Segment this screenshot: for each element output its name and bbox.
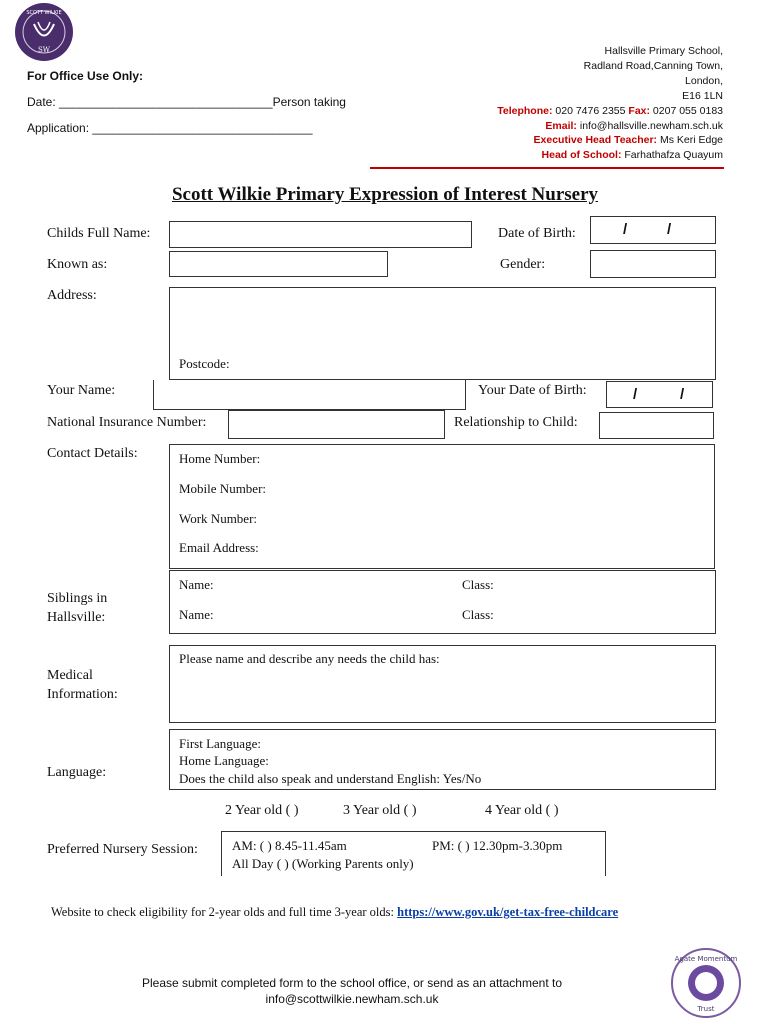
school-logo <box>14 2 74 62</box>
age-2-option[interactable]: 2 Year old ( ) <box>225 803 299 818</box>
logo-monogram: SW <box>38 46 50 54</box>
siblings-box <box>169 570 716 634</box>
preferred-session-label: Preferred Nursery Session: <box>47 842 198 857</box>
date-of-birth-label: Date of Birth: <box>498 226 576 241</box>
your-dob-slash-2: / <box>680 386 685 403</box>
footer-line1: Please submit completed form to the school office, or send as an attachment to <box>141 976 562 990</box>
office-date-line: Date: ________________________________Person taking <box>27 95 346 109</box>
head-school-label: Head of School: <box>541 149 622 161</box>
work-number-label[interactable]: Work Number: <box>179 511 258 526</box>
office-use-heading: For Office Use Only: <box>27 69 144 83</box>
email-value: info@hallsville.newham.sch.uk <box>579 120 723 132</box>
header-divider <box>370 167 724 169</box>
known-as-input[interactable] <box>169 251 388 277</box>
website-line <box>51 905 618 920</box>
gender-input[interactable] <box>590 250 716 278</box>
address-label: Address: <box>47 288 97 303</box>
siblings-label-line1: Siblings in <box>47 591 108 606</box>
ni-number-label: National Insurance Number: <box>47 415 207 430</box>
all-day-session-option[interactable]: All Day ( ) (Working Parents only) <box>232 856 414 871</box>
form-title: Scott Wilkie Primary Expression of Interest Nursery <box>171 184 599 205</box>
language-label: Language: <box>47 765 107 780</box>
telephone-value: 020 7476 2355 <box>555 105 626 117</box>
your-dob-slash-1: / <box>633 386 638 403</box>
trust-top-text: Agate Momentum <box>674 955 738 963</box>
school-phone-line <box>497 104 723 119</box>
head-teacher-label: Executive Head Teacher: <box>533 134 658 146</box>
pm-session-option[interactable]: PM: ( ) 12.30pm-3.30pm <box>432 838 563 853</box>
head-teacher-line <box>534 133 723 148</box>
sibling-2-class[interactable]: Class: <box>462 607 494 622</box>
trust-logo <box>670 947 742 1019</box>
medical-label-line1: Medical <box>47 668 93 683</box>
postcode-label: Postcode: <box>179 356 230 371</box>
your-dob-label: Your Date of Birth: <box>478 383 587 398</box>
mobile-number-label[interactable]: Mobile Number: <box>179 481 267 496</box>
head-school-value: Farhathafza Quayum <box>624 149 723 161</box>
fax-label: Fax: <box>628 105 650 117</box>
gender-label: Gender: <box>500 257 546 272</box>
website-text: Website to check eligibility for 2-year olds and full time 3-year olds: <box>51 905 394 919</box>
school-email-line <box>545 119 723 134</box>
your-dob-input[interactable] <box>606 381 713 408</box>
siblings-label-line2: Hallsville: <box>47 610 106 625</box>
your-name-label: Your Name: <box>47 383 116 398</box>
sibling-2-name[interactable]: Name: <box>179 607 214 622</box>
dob-slash-1: / <box>623 221 628 238</box>
school-postcode: E16 1LN <box>682 90 723 102</box>
sibling-1-name[interactable]: Name: <box>179 577 214 592</box>
home-number-label[interactable]: Home Number: <box>179 451 261 466</box>
email-label: Email: <box>545 120 577 132</box>
home-language-label[interactable]: Home Language: <box>179 753 269 768</box>
age-3-option[interactable]: 3 Year old ( ) <box>343 803 417 818</box>
age-4-option[interactable]: 4 Year old ( ) <box>485 803 559 818</box>
medical-label-line2: Information: <box>47 687 118 702</box>
address-input[interactable] <box>169 287 716 380</box>
telephone-label: Telephone: <box>497 105 553 117</box>
contact-details-label: Contact Details: <box>47 446 138 461</box>
english-question[interactable]: Does the child also speak and understand English: Yes/No <box>179 771 482 786</box>
fax-value: 0207 055 0183 <box>652 105 723 117</box>
relationship-input[interactable] <box>599 412 714 439</box>
sibling-1-class[interactable]: Class: <box>462 577 494 592</box>
known-as-label: Known as: <box>47 257 108 272</box>
childs-full-name-input[interactable] <box>169 221 472 248</box>
first-language-label[interactable]: First Language: <box>179 736 261 751</box>
logo-text: SCOTT WILKIE <box>26 10 62 16</box>
date-of-birth-input[interactable] <box>590 216 716 244</box>
trust-bottom-text: Trust <box>697 1005 715 1013</box>
school-city: London, <box>685 75 723 87</box>
head-school-line <box>542 148 723 163</box>
am-session-option[interactable]: AM: ( ) 8.45-11.45am <box>232 838 347 853</box>
email-address-label[interactable]: Email Address: <box>179 540 259 555</box>
childs-full-name-label: Childs Full Name: <box>47 226 151 241</box>
your-name-input[interactable] <box>153 380 466 410</box>
dob-slash-2: / <box>667 221 672 238</box>
school-road: Radland Road,Canning Town, <box>583 60 723 72</box>
relationship-label: Relationship to Child: <box>454 415 578 430</box>
medical-prompt: Please name and describe any needs the child has: <box>179 651 440 666</box>
website-link[interactable]: https://www.gov.uk/get-tax-free-childcare <box>397 905 619 919</box>
head-teacher-value: Ms Keri Edge <box>659 134 723 146</box>
office-application-line: Application: _________________________________ <box>27 121 313 135</box>
ni-number-input[interactable] <box>228 410 445 439</box>
footer-line2: info@scottwilkie.newham.sch.uk <box>265 992 439 1006</box>
school-name: Hallsville Primary School, <box>604 45 723 57</box>
